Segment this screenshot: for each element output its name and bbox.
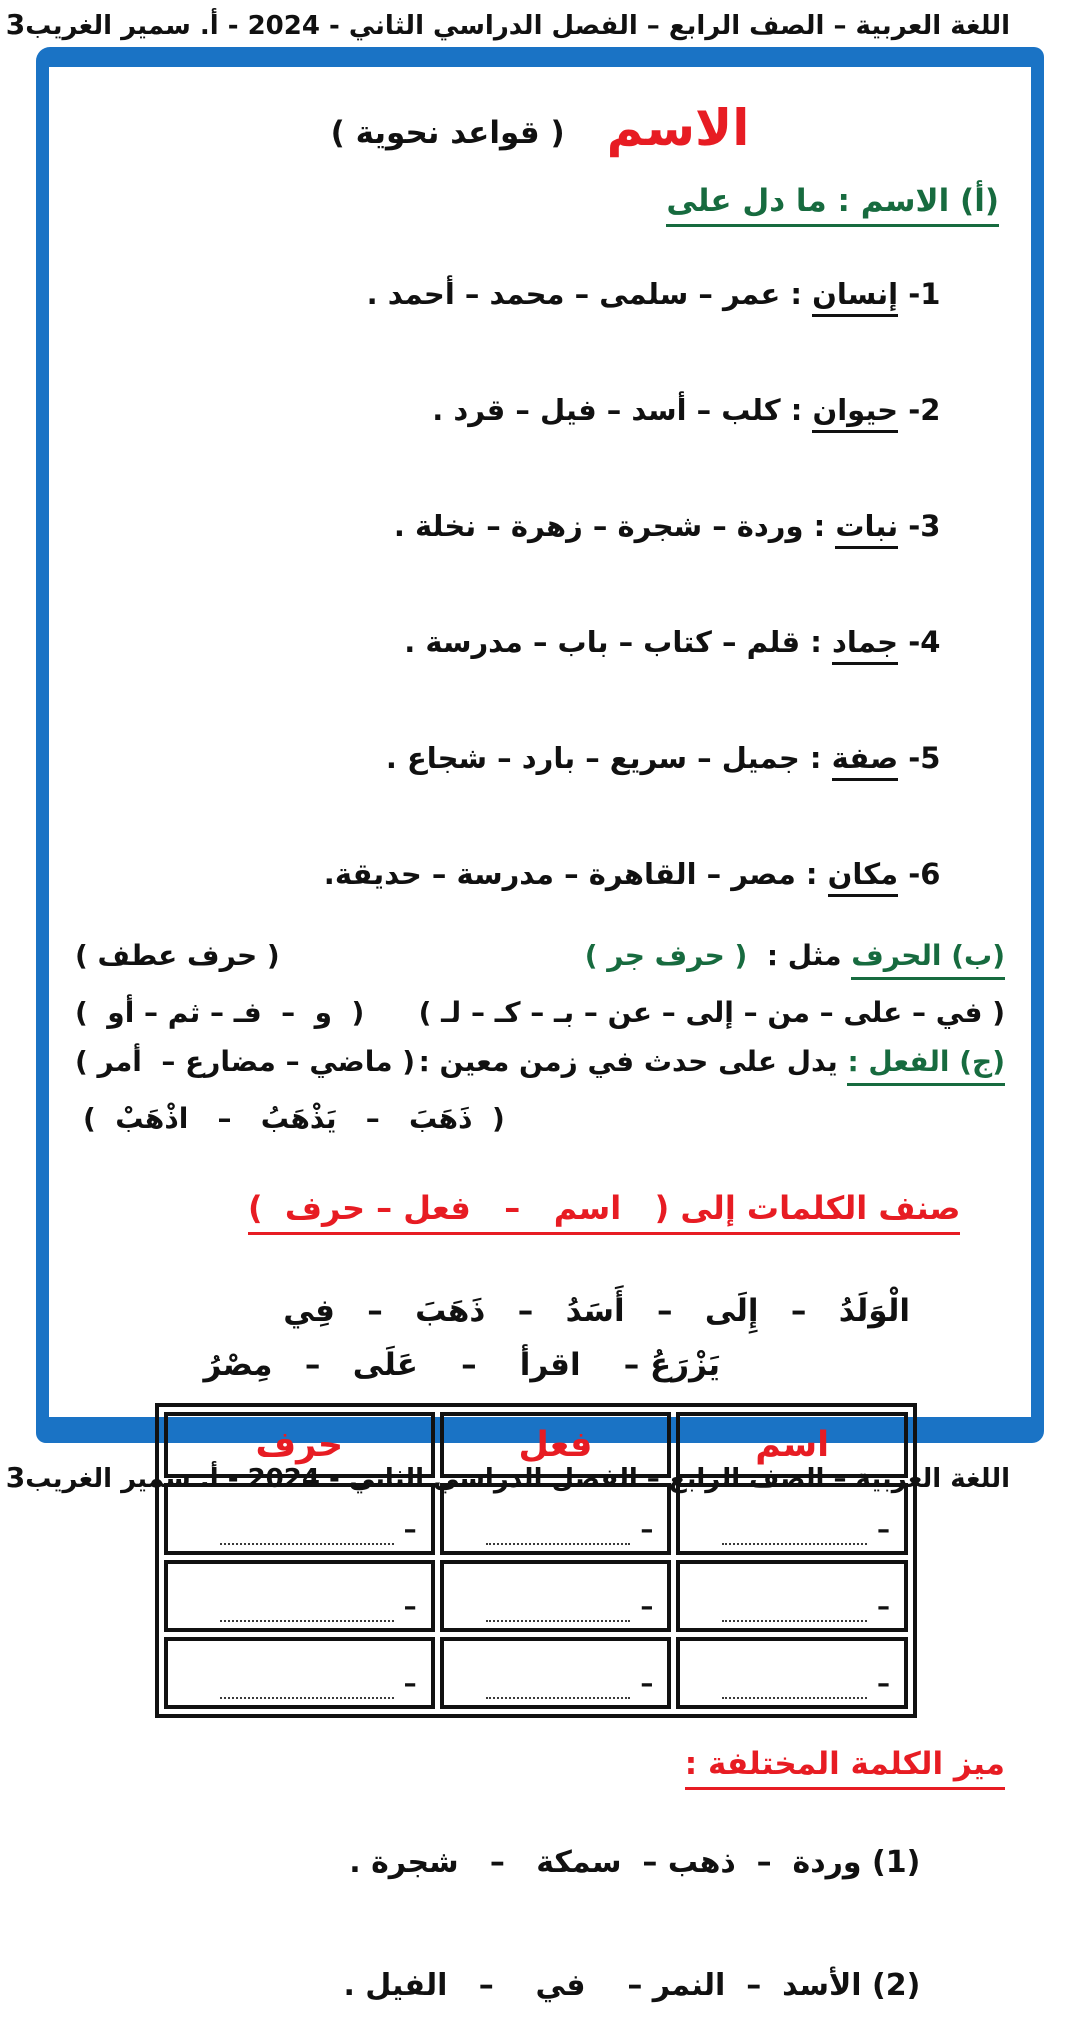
- cell-dash: –: [403, 1515, 417, 1545]
- table-row: [164, 1637, 908, 1709]
- header-title: اللغة العربية – الصف الرابع – الفصل الدراسي الثاني - 2024 - أ. سمير الغريب: [25, 11, 1010, 41]
- noun-item-5: [75, 707, 1001, 809]
- distinguish-list: [75, 1810, 983, 2038]
- table-cell: [440, 1637, 672, 1709]
- cell-dash: –: [877, 1515, 890, 1545]
- noun-item-3: [75, 475, 1001, 577]
- table-header-harf: حرف: [164, 1412, 435, 1478]
- cell-dash: –: [640, 1592, 654, 1622]
- section-b-letters-row: [75, 996, 1005, 1029]
- noun-examples: : جميل – سريع – بارد – شجاع .: [385, 741, 832, 775]
- distinguish-item-number: (1): [861, 1845, 921, 1880]
- atf-label: ( حرف عطف ): [75, 939, 280, 972]
- answer-dots: [220, 1616, 394, 1622]
- noun-item-number: 5-: [898, 741, 941, 775]
- section-b-heading: (ب) الحرف مثل : ( حرف جر ): [585, 939, 1005, 980]
- answer-dots: [220, 1539, 394, 1545]
- table-cell: [676, 1637, 908, 1709]
- verb-examples: ( ذَهَبَ – يَذْهَبُ – اذْهَبْ ): [83, 1102, 505, 1135]
- section-a-heading: (أ) الاسم : ما دل على: [75, 183, 999, 227]
- distinguish-item-words: وردة – ذهب – سمكة – شجرة .: [349, 1845, 862, 1880]
- noun-category: مكان: [828, 857, 898, 897]
- table-row: [164, 1560, 908, 1632]
- noun-item-number: 3-: [898, 509, 941, 543]
- noun-item-number: 2-: [898, 393, 941, 427]
- answer-dots: [486, 1616, 631, 1622]
- cell-dash: –: [877, 1592, 890, 1622]
- cell-dash: –: [877, 1669, 890, 1699]
- table-cell: [676, 1560, 908, 1632]
- noun-examples: : كلب – أسد – فيل – قرد .: [432, 393, 813, 427]
- noun-item-1: [75, 243, 1001, 345]
- title-annotation: ( قواعد نحوية ): [330, 115, 565, 151]
- answer-dots: [486, 1693, 631, 1699]
- table-cell: [164, 1560, 435, 1632]
- jar-letters: ( في – على – من – إلى – عن – بـ – كـ – لـ ): [418, 996, 1005, 1029]
- verb-definition: يدل على حدث في زمن معين :: [418, 1045, 848, 1078]
- noun-category: نبات: [835, 509, 898, 549]
- noun-item-number: 1-: [898, 277, 941, 311]
- distinguish-heading: ميز الكلمة المختلفة :: [75, 1746, 1005, 1790]
- cell-dash: –: [403, 1669, 417, 1699]
- noun-examples: : عمر – سلمى – محمد – أحمد .: [366, 277, 813, 311]
- noun-examples: : مصر – القاهرة – مدرسة – حديقة.: [323, 857, 828, 891]
- table-header-fel: فعل: [440, 1412, 672, 1478]
- section-c-heading: (ج) الفعل : يدل على حدث في زمن معين :: [419, 1045, 1005, 1086]
- distinguish-item-words: الأسد – النمر – في – الفيل .: [343, 1968, 862, 2003]
- answer-dots: [220, 1693, 394, 1699]
- table-cell: [440, 1560, 672, 1632]
- noun-item-number: 6-: [898, 857, 941, 891]
- word-list-line-2: يَزْرَعُ – اقرأ – عَلَى – مِصْرُ: [203, 1347, 720, 1383]
- answer-dots: [486, 1539, 631, 1545]
- table-cell: [164, 1637, 435, 1709]
- answer-dots: [722, 1693, 867, 1699]
- classification-table: [155, 1403, 917, 1718]
- title-row: [75, 99, 1005, 157]
- noun-examples: : وردة – شجرة – زهرة – نخلة .: [393, 509, 836, 543]
- header-page-number: 3: [5, 8, 26, 41]
- noun-examples: : قلم – كتاب – باب – مدرسة .: [404, 625, 832, 659]
- distinguish-item-2: [75, 1933, 983, 2038]
- answer-dots: [722, 1616, 867, 1622]
- cell-dash: –: [640, 1669, 654, 1699]
- distinguish-item-number: (2): [861, 1968, 921, 2003]
- noun-category: حيوان: [812, 393, 898, 433]
- atf-letters: ( و – فـ – ثم – أو ): [75, 996, 365, 1029]
- noun-item-6: [75, 823, 1001, 925]
- distinguish-item-1: [75, 1810, 983, 1915]
- verb-tenses: ( ماضي – مضارع – أمر ): [75, 1045, 416, 1078]
- worksheet-title: الاسم: [606, 99, 750, 157]
- section-c: [75, 1045, 1005, 1135]
- noun-item-2: [75, 359, 1001, 461]
- page-header: [0, 0, 1080, 43]
- cell-dash: –: [403, 1592, 417, 1622]
- section-c-heading-row: [75, 1045, 1005, 1086]
- footer-title: اللغة العربية – الصف الرابع – الفصل الدراسي الثاني - 2024 - أ. سمير الغريب: [25, 1464, 1010, 1494]
- noun-item-number: 4-: [898, 625, 941, 659]
- cell-dash: –: [640, 1515, 654, 1545]
- noun-category: جماد: [832, 625, 898, 665]
- table-header-ism: اسم: [676, 1412, 908, 1478]
- jar-label: ( حرف جر ): [584, 939, 748, 972]
- noun-type-list: [75, 243, 1001, 925]
- section-b: [75, 939, 1005, 1029]
- section-b-heading-row: [75, 939, 1005, 980]
- answer-dots: [722, 1539, 867, 1545]
- footer-page-number: 3: [5, 1461, 26, 1494]
- classify-heading: صنف الكلمات إلى ( اسم – فعل – حرف ): [75, 1151, 1005, 1273]
- word-list-line-1: الْوَلَدُ – إِلَى – أَسَدُ – ذَهَبَ – فِي: [283, 1293, 910, 1329]
- noun-category: إنسان: [812, 277, 898, 317]
- noun-category: صفة: [832, 741, 898, 781]
- noun-item-4: [75, 591, 1001, 693]
